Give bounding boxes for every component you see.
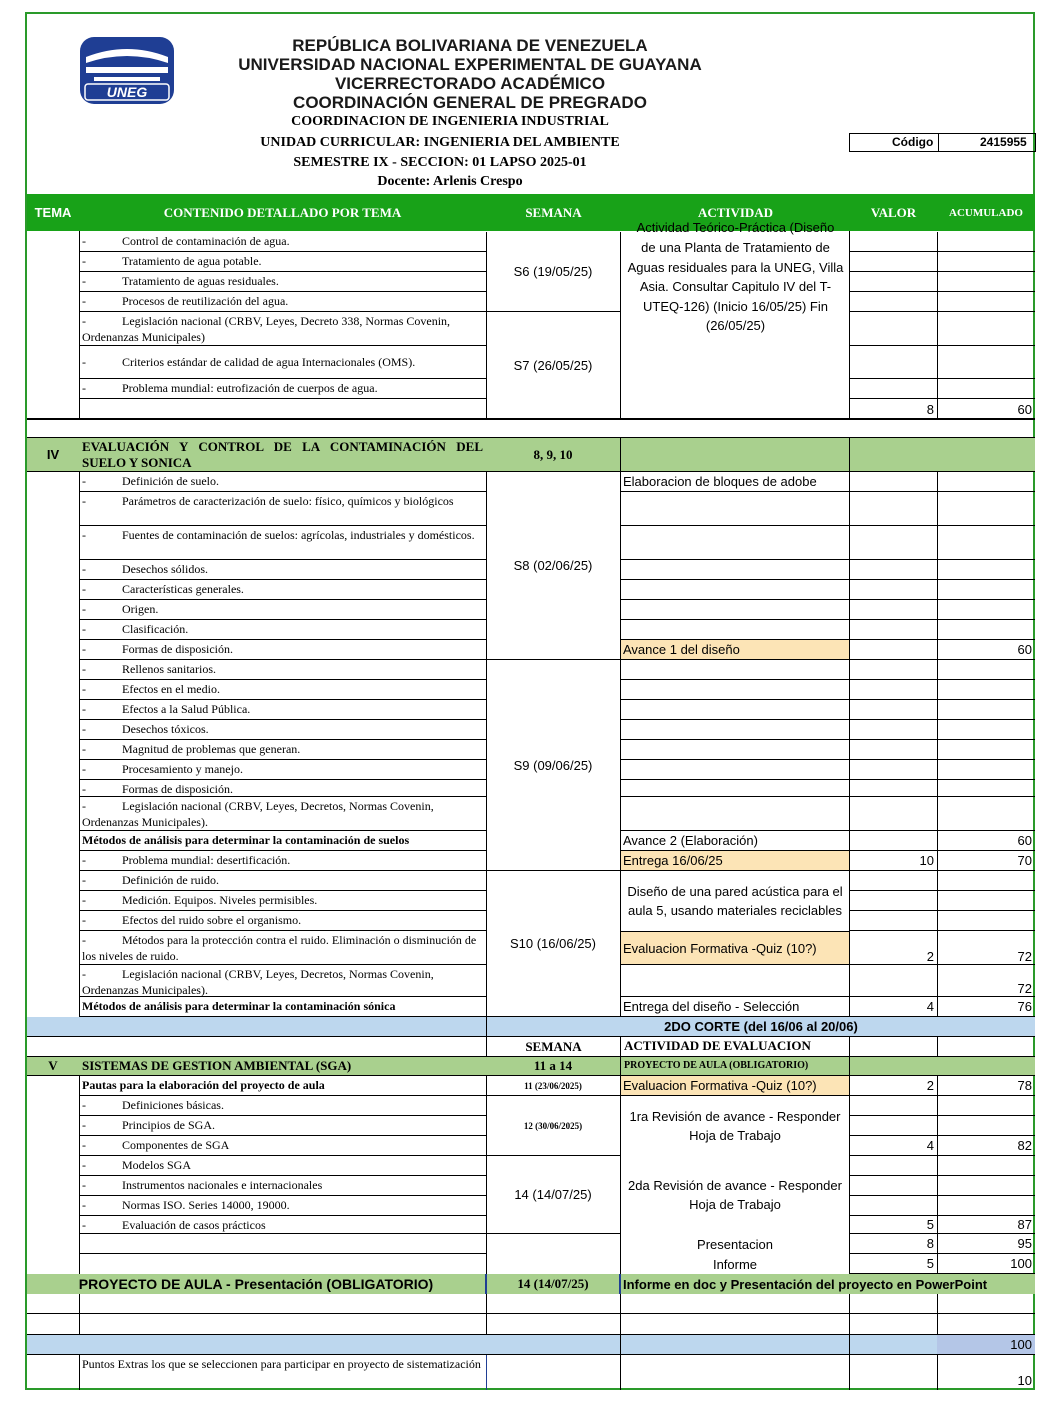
acumulado-cell: 95 [937,1234,1035,1254]
col-header-acumulado: ACUMULADO [937,194,1035,231]
tema-cell-empty [27,472,80,1017]
list-item: - Principios de SGA. [79,1116,487,1136]
activity-avance2: Avance 2 (Elaboración) [621,831,850,851]
pautas: Pautas para la elaboración del proyecto de aula [79,1076,487,1096]
valor-cell: 8 [850,1234,938,1254]
activity-planta [621,220,850,419]
list-item: - Normas ISO. Series 14000, 19000. [79,1196,487,1216]
week-12: 12 (30/06/2025) [486,1096,621,1156]
tema-iv: IV [27,438,80,472]
acumulado-cell: 60 [937,831,1035,851]
list-item: - Definiciones básicas. [79,1096,487,1116]
activity-avance1: Avance 1 del diseño [621,640,850,660]
header-vicerrectorado: VICERRECTORADO ACADÉMICO [334,74,606,93]
presentacion-label: Presentacion [621,1234,850,1254]
extras-value: 10 [1017,1373,1032,1388]
activity-adobe: Elaboracion de bloques de adobe [621,472,850,492]
acumulado-cell: 70 [937,851,1035,871]
list-item: - Procesamiento y manejo. [79,760,487,780]
valor-cell: 10 [850,851,938,871]
list-item: - Rellenos sanitarios. [79,660,487,680]
activity-quiz-v: Evaluacion Formativa -Quiz (10?) [621,1076,850,1096]
list-item: - Formas de disposición. [79,780,487,797]
proyecto-tag: PROYECTO DE AULA (OBLIGATORIO) [621,1057,850,1076]
header-unidad-curricular: UNIDAD CURRICULAR: INGENIERIA DEL AMBIENTE [260,135,620,150]
list-item: - Efectos en el medio. [79,680,487,700]
metodos-sonica: Métodos de análisis para determinar la contaminación sónica [79,997,487,1017]
list-item: - Definición de ruido. [79,871,487,891]
col-header-contenido: CONTENIDO DETALLADO POR TEMA [79,194,486,231]
activity-pared: Diseño de una pared acústica para el aula 5, usando materiales reciclables [621,871,850,931]
list-item: - Desechos tóxicos. [79,720,487,740]
acumulado-cell: 87 [937,1216,1035,1234]
valor-cell: 4 [850,1136,938,1156]
list-item: - Magnitud de problemas que generan. [79,740,487,760]
total-cell: 100 [937,1335,1035,1355]
list-item: - Modelos SGA [79,1156,487,1176]
block4-title: EVALUACIÓN Y CONTROL DE LA CONTAMINACIÓN DEL SUELO Y SONICA [79,438,487,472]
proyecto-week: 14 (14/07/25) [487,1274,621,1294]
col-header-valor: VALOR [850,194,937,231]
activity-label: de una Planta de Tratamiento de Aguas residuales para la UNEG, Villa Asia. Consultar Capitulo IV del T-UTEQ-126) (Inicio 16/05/25) Fin (26/05/25) [627,240,844,333]
acumulado-cell: 82 [937,1136,1035,1156]
list-item: - Componentes de SGA [79,1136,487,1156]
list-item: - Criterios estándar de calidad de agua Internacionales (OMS). [79,346,487,379]
acumulado-cell: 72 [937,965,1035,997]
acumulado-cell: 78 [937,1076,1035,1096]
list-item: - Formas de disposición. [79,640,487,660]
list-item: - Legislación nacional (CRBV, Leyes, Decretos, Normas Covenin, Ordenanzas Municipales). [79,797,487,831]
header-semestre: SEMESTRE IX - SECCION: 01 LAPSO 2025-01 [293,155,587,170]
header-universidad: UNIVERSIDAD NACIONAL EXPERIMENTAL DE GUAYANA [238,55,702,74]
week-s8: S8 (02/06/25) [486,472,621,660]
list-item: - Legislación nacional (CRBV, Leyes, Decretos, Normas Covenin, Ordenanzas Municipales). [79,965,487,997]
list-item: - Tratamiento de agua potable. [79,252,487,272]
tema-cell-empty [27,231,80,419]
valor-cell: 2 [850,931,938,965]
list-item: - Legislación nacional (CRBV, Leyes, Decreto 338, Normas Covenin, Ordenanzas Municipales) [79,312,487,346]
acumulado-cell: 60 [937,640,1035,660]
acumulado-cell: 100 [937,1254,1035,1274]
acumulado-cell: 60 [1017,401,1032,417]
activity-quiz: Evaluacion Formativa -Quiz (10?) [621,931,850,965]
informe-label: Informe [621,1254,850,1274]
list-item: - Procesos de reutilización del agua. [79,292,487,312]
corte-label: 2DO CORTE (del 16/06 al 20/06) [487,1017,1035,1037]
week-s6: S6 (19/05/25) [486,232,621,312]
header-docente: Docente: Arlenis Crespo [377,174,523,189]
list-item: - Medición. Equipos. Niveles permisibles. [79,891,487,911]
empty-cell [79,399,487,419]
list-item: - Problema mundial: eutrofización de cuerpos de agua. [79,379,487,399]
block5-weeks: 11 a 14 [486,1057,621,1076]
list-item: - Fuentes de contaminación de suelos: agrícolas, industriales y domésticos. [79,526,487,560]
block4-weeks: 8, 9, 10 [486,438,621,472]
list-item: - Métodos para la protección contra el ruido. Eliminación o disminución de los niveles de ruido. [79,931,487,965]
valor-cell: 5 [850,1254,938,1274]
activity-rev1: 1ra Revisión de avance - Responder Hoja de Trabajo [621,1096,850,1156]
proyecto-title: PROYECTO DE AULA - Presentación (OBLIGATORIO) [27,1274,487,1294]
valor-cell: 5 [850,1216,938,1234]
list-item: - Instrumentos nacionales e internacionales [79,1176,487,1196]
list-item: - Definición de suelo. [79,472,487,492]
svg-text:UNEG: UNEG [106,84,148,100]
valor-cell: 2 [850,1076,938,1096]
list-item: - Efectos a la Salud Pública. [79,700,487,720]
header-republica: REPÚBLICA BOLIVARIANA DE VENEZUELA [292,36,648,55]
activity-rev2: 2da Revisión de avance - Responder Hoja de Trabajo [621,1156,850,1234]
list-item: - Efectos del ruido sobre el organismo. [79,911,487,931]
valor-cell: 4 [850,997,938,1017]
extras-text: Puntos Extras los que se seleccionen para participar en proyecto de sistematización [79,1355,487,1390]
week-s10: S10 (16/06/25) [486,871,621,1017]
col-header-tema: TEMA [27,194,79,231]
tema-cell-empty [27,1076,80,1274]
valor-cell: 8 [850,399,938,419]
header-coordinacion-pregrado: COORDINACIÓN GENERAL DE PREGRADO [293,93,647,112]
activity-entrega: Entrega 16/06/25 [621,851,850,871]
activity-seleccion: Entrega del diseño - Selección [621,997,850,1017]
list-item: - Origen. [79,600,487,620]
col-header-actividad: ACTIVIDAD [621,194,850,231]
list-item: - Tratamiento de aguas residuales. [79,272,487,292]
code-label: Código [892,135,934,149]
tema-v: V [27,1057,80,1076]
proyecto-activity: Informe en doc y Presentación del proyecto en PowerPoint [621,1274,1035,1294]
list-item: - Características generales. [79,580,487,600]
list-item: - Parámetros de caracterización de suelo: físico, químicos y biológicos [79,492,487,526]
week-s7: S7 (26/05/25) [486,312,621,419]
acumulado-cell: 76 [937,997,1035,1017]
col-header-semana: SEMANA [486,194,621,231]
week-14: 14 (14/07/25) [486,1156,621,1234]
activity-cut-label: Actividad Teórico-Práctica (Diseño [636,220,835,235]
list-item: - Evaluación de casos prácticos [79,1216,487,1234]
list-item: - Problema mundial: desertificación. [79,851,487,871]
subheader-semana: SEMANA [486,1037,621,1057]
acumulado-cell: 72 [937,931,1035,965]
list-item: - Clasificación. [79,620,487,640]
list-item: - Desechos sólidos. [79,560,487,580]
list-item: - Control de contaminación de agua. [79,232,487,252]
week-11: 11 (23/06/2025) [486,1076,621,1096]
metodos-suelos: Métodos de análisis para determinar la contaminación de suelos [79,831,487,851]
week-s9: S9 (09/06/25) [486,660,621,871]
block5-title: SISTEMAS DE GESTION AMBIENTAL (SGA) [79,1057,487,1076]
code-value: 2415955 [980,135,1027,149]
subheader-actividad: ACTIVIDAD DE EVALUACION [621,1037,850,1057]
header-coordinacion-industrial: COORDINACION DE INGENIERIA INDUSTRIAL [291,114,609,129]
